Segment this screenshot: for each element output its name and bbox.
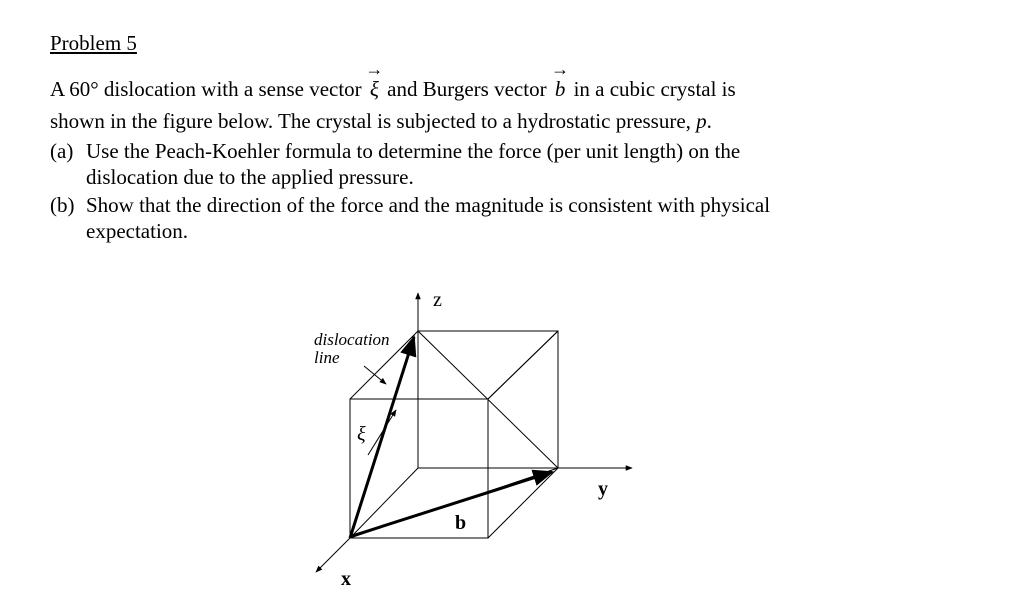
intro-text-4: shown in the figure below. The crystal is subjected to a hydrostatic pressure, [50, 109, 691, 133]
label-z: z [433, 289, 442, 311]
vector-arrow-icon: → [365, 59, 384, 79]
label-y: y [598, 478, 608, 500]
p-symbol: p [696, 109, 707, 133]
b-symbol: b [554, 77, 566, 101]
label-line: line [314, 348, 340, 367]
intro-text-1: A 60° dislocation with a sense vector [50, 77, 362, 101]
question-b-label: (b) [50, 193, 75, 217]
intro-text-5: . [706, 109, 712, 133]
question-a-line-2: dislocation due to the applied pressure. [86, 165, 414, 189]
label-x: x [341, 568, 351, 590]
question-a-label: (a) [50, 139, 74, 163]
vector-arrow-icon: → [551, 59, 570, 79]
intro-text-3: in a cubic crystal is [573, 77, 736, 101]
xi-arrow [368, 410, 396, 455]
question-b-line-1: Show that the direction of the force and the magnitude is consistent with physical [86, 193, 771, 217]
question-a-line-1: Use the Peach-Koehler formula to determine the force (per unit length) on the [86, 139, 741, 163]
problem-title: Problem 5 [50, 31, 137, 55]
x-axis [316, 538, 350, 572]
label-b: b [455, 512, 467, 534]
intro-text-2: and Burgers vector [387, 77, 547, 101]
label-dislocation: dislocation [314, 330, 390, 349]
label-xi: ξ [357, 423, 366, 445]
question-b-line-2: expectation. [86, 219, 189, 243]
xi-symbol: ξ [369, 77, 379, 101]
